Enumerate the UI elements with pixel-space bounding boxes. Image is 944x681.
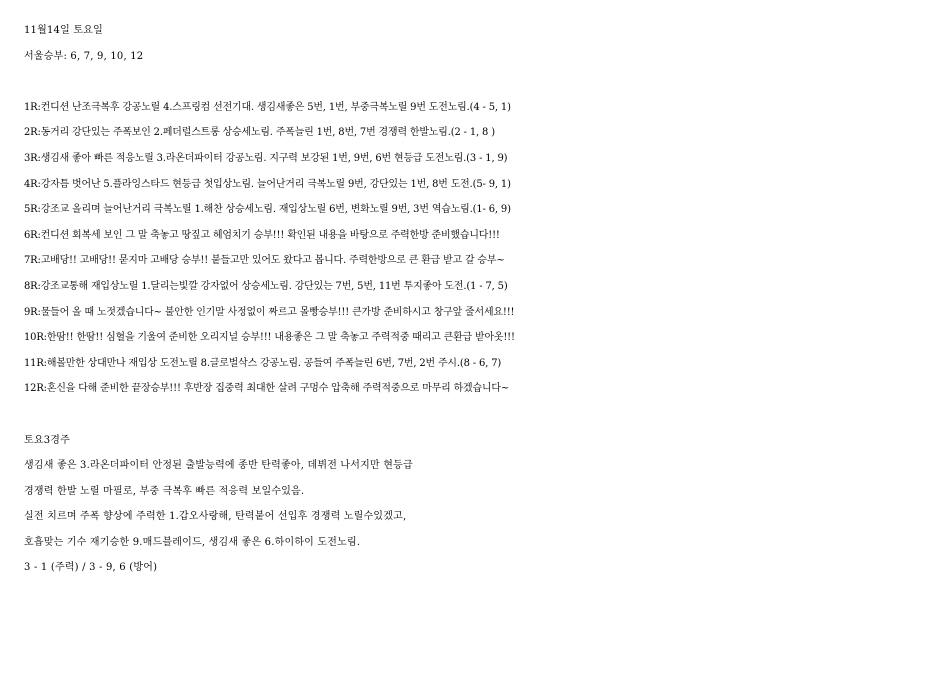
date-line: 11월14일 토요일 — [24, 25, 103, 36]
race-line-12: 12R:혼신을 다해 준비한 끝장승부!!! 후반장 집중력 최대한 살려 구멍수 압축해 주력적중으로 마무리 하겠습니다~ — [24, 383, 510, 395]
race-line-3: 3R:생김새 좋아 빠른 적응노릴 3.라온더파이터 강공노림. 지구력 보강된 1번, 9번, 6번 현등급 도전노림.(3 - 1, 9) — [24, 152, 508, 164]
race-line-9: 9R:물들어 올 때 노젓겠습니다~ 불안한 인기말 사정없이 짜르고 몰빵승부!!! 큰가방 준비하시고 창구앞 줄서세요!!! — [24, 306, 515, 318]
seoul-picks-line: 서울승부: 6, 7, 9, 10, 12 — [24, 50, 144, 62]
race-line-2: 2R:동거리 강단있는 주폭보인 2.페더럴스트롱 상승세노림. 주폭늘린 1번, 8번, 7번 경쟁력 한발노림.(2 - 1, 8 ) — [24, 127, 495, 139]
race-line-7: 7R:고배당!! 고배당!! 묻지마 고배당 승부!! 붙들고만 있어도 왔다고 봅니다. 주력한방으로 큰 환급 받고 갈 승부~ — [24, 255, 505, 267]
spacer — [24, 69, 940, 95]
analysis-line-4: 호흡맞는 기수 재기승한 9.매드블레이드, 생김새 좋은 6.하이하이 도전노림. — [24, 536, 361, 548]
race-line-10: 10R:한땀!! 한땀!! 심혈을 기울여 준비한 오리지널 승부!!! 내용좋은 그 말 축놓고 주력적중 때리고 큰환급 받아옷!!! — [24, 332, 515, 344]
analysis-line-1: 생김새 좋은 3.라온더파이터 안정된 출발능력에 종반 탄력좋아, 데뷔전 나서지만 현등급 — [24, 460, 413, 472]
race-line-6: 6R:컨디션 회복세 보인 그 말 축놓고 땅짚고 헤엄치기 승부!!! 확인된 내용을 바탕으로 주력한방 준비했습니다!!! — [24, 229, 500, 241]
analysis-line-2: 경쟁력 한발 노릴 마필로, 부중 극복후 빠른 적응력 보일수있음. — [24, 485, 305, 497]
analysis-line-3: 실전 치르며 주폭 향상에 주력한 1.갑오사랑해, 탄력붙어 선입후 경쟁력 노릴수있겠고, — [24, 511, 407, 523]
picks-line: 3 - 1 (주력) / 3 - 9, 6 (방어) — [24, 562, 158, 574]
race-line-4: 4R:강자틈 벗어난 5.플라잉스타드 현등급 첫입상노림. 늘어난거리 극복노릴 9번, 강단있는 1번, 8번 도전.(5- 9, 1) — [24, 178, 511, 190]
race-line-5: 5R:강조교 올리며 늘어난거리 극복노릴 1.해찬 상승세노림. 재입상노릴 6번, 변화노릴 9번, 3번 역습노림.(1- 6, 9) — [24, 204, 511, 216]
spacer — [24, 402, 940, 428]
race-line-1: 1R:컨디션 난조극복후 강공노릴 4.스프링컴 선전기대. 생김새좋은 5번, 1번, 부중극복노릴 9번 도전노림.(4 - 5, 1) — [24, 101, 511, 113]
race-line-8: 8R:강조교통해 재입상노릴 1.달리는빛깔 강자없어 상승세노림. 강단있는 7번, 5번, 11번 투지좋아 도전.(1 - 7, 5) — [24, 280, 508, 292]
race-line-11: 11R:해볼만한 상대만나 재입상 도전노릴 8.글로벌삭스 강공노림. 공들여 주폭늘린 6번, 7번, 2번 주시.(8 - 6, 7) — [24, 357, 502, 369]
document-body — [24, 18, 940, 581]
section-heading: 토요3경주 — [24, 434, 71, 446]
